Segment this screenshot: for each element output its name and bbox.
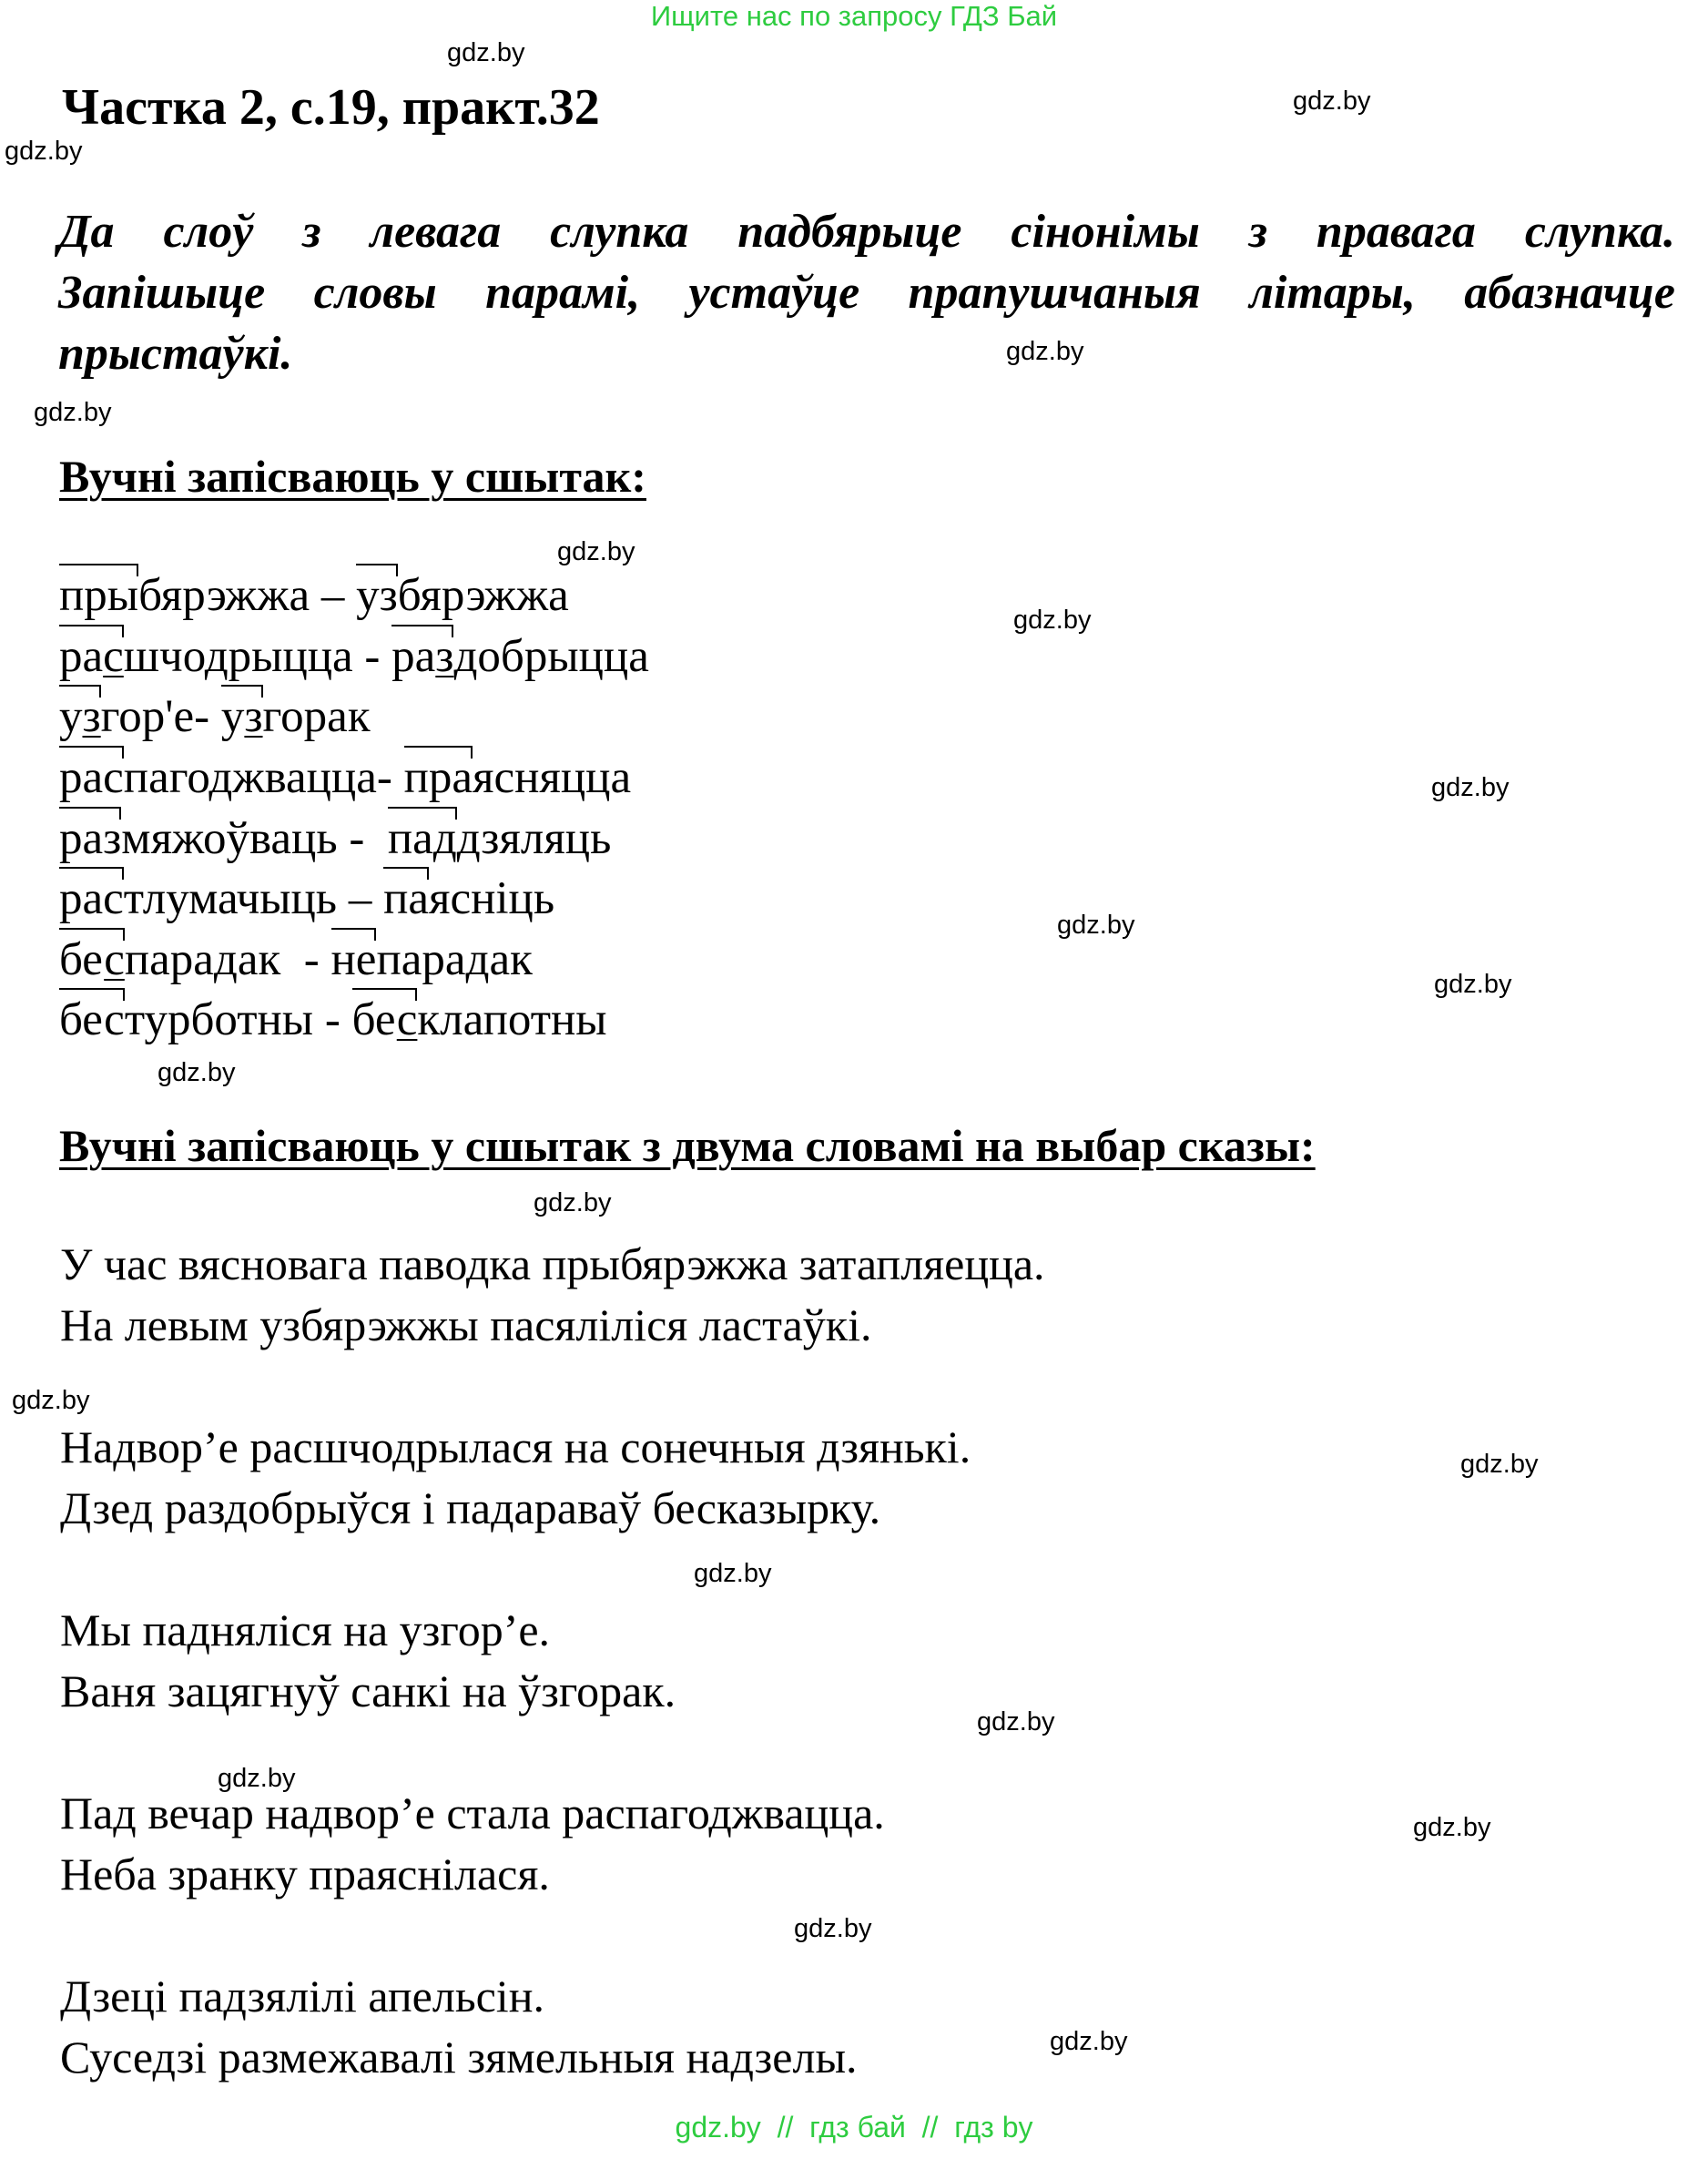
watermark: gdz.by <box>218 1764 296 1793</box>
sentence: Надвор’е расшчодрылася на сонечныя дзянькі. <box>60 1421 971 1472</box>
task-statement <box>58 201 1675 384</box>
separator: - <box>337 813 388 864</box>
watermark: gdz.by <box>1013 606 1092 635</box>
watermark: gdz.by <box>5 137 83 166</box>
watermark: gdz.by <box>1460 1450 1539 1479</box>
task-line: Запішыце словы парамі, устаўце прапушчаныя літары, абазначце <box>58 267 1675 319</box>
prefix-text: бе <box>351 994 397 1045</box>
watermark: gdz.by <box>794 1914 872 1943</box>
inserted-letter: з <box>244 691 263 742</box>
sentence: Мы падняліся на узгор’е. <box>60 1604 551 1655</box>
sentence: Неба зранку праяснілася. <box>60 1848 550 1899</box>
synonym-pair <box>59 872 554 925</box>
prefix-mark: рас <box>59 752 124 803</box>
synonym-pair <box>59 690 371 743</box>
prefix-text: ра <box>59 631 104 682</box>
word-rest: пагоджвацца <box>123 752 377 803</box>
prefix-text: ра <box>391 631 436 682</box>
prefix-mark <box>59 630 124 683</box>
watermark: gdz.by <box>1431 773 1510 802</box>
inserted-letter: з <box>435 631 454 682</box>
separator: – <box>310 570 357 621</box>
word-rest: бярэжжа <box>138 570 310 621</box>
word-rest: ясняцца <box>473 752 632 803</box>
prefix-mark: пра <box>403 752 473 803</box>
task-line: прыстаўкі. <box>58 328 293 380</box>
separator: - <box>194 691 221 742</box>
word-rest: мяжоўваць <box>121 813 338 864</box>
synonym-pair <box>59 569 569 622</box>
inserted-letter: с <box>104 934 125 985</box>
separator: - <box>376 752 404 803</box>
watermark: gdz.by <box>1413 1813 1491 1842</box>
sentence: Дзед раздобрыўся і падараваў бесказырку. <box>60 1482 881 1533</box>
synonym-pair <box>59 630 649 683</box>
prefix-mark: бес <box>59 994 125 1045</box>
inserted-letter: с <box>396 994 418 1045</box>
word-rest: горак <box>262 691 371 742</box>
watermark: gdz.by <box>1293 87 1371 116</box>
sentence: Дзеці падзялілі апельсін. <box>60 1971 544 2022</box>
separator: – <box>337 873 384 924</box>
section-heading-sentences: Вучні запісваюць у сшытак з двума словамі на выбар сказы: <box>59 1120 1316 1171</box>
word-rest: шчодрыцца <box>123 631 353 682</box>
top-banner[interactable]: Ищите нас по запросу ГДЗ Бай <box>650 0 1058 32</box>
separator: - <box>280 934 331 985</box>
section-heading-pairs: Вучні запісваюць у сшытак: <box>59 451 646 502</box>
sentence: На левым узбярэжжы пасяліліся ластаўкі. <box>60 1299 872 1350</box>
watermark: gdz.by <box>694 1559 772 1588</box>
word-rest: добрыцца <box>453 631 649 682</box>
watermark: gdz.by <box>12 1386 90 1415</box>
prefix-mark: па <box>383 873 429 924</box>
synonym-pair <box>59 933 533 986</box>
prefix-mark <box>59 933 125 986</box>
watermark: gdz.by <box>1434 970 1512 999</box>
footer-links[interactable]: gdz.by // гдз бай // гдз by <box>675 2111 1033 2144</box>
watermark: gdz.by <box>534 1188 612 1217</box>
prefix-text: у <box>220 691 245 742</box>
prefix-mark: уз <box>356 570 398 621</box>
inserted-letter: с <box>103 631 124 682</box>
watermark: gdz.by <box>34 398 112 427</box>
prefix-text: у <box>59 691 83 742</box>
prefix-mark: раз <box>59 813 122 864</box>
prefix-mark: пры <box>59 570 139 621</box>
prefix-mark: пад <box>387 813 457 864</box>
task-line: Да слоў з левага слупка падбярыце сінонімы з правага слупка. <box>58 206 1675 258</box>
watermark: gdz.by <box>1006 337 1084 366</box>
sentence: Пад вечар надвор’е стала распагоджвацца. <box>60 1787 885 1838</box>
separator: - <box>352 631 392 682</box>
sentence: Суседзі размежавалі зямельныя надзелы. <box>60 2032 858 2083</box>
prefix-mark <box>391 630 453 683</box>
separator: - <box>313 994 352 1045</box>
watermark: gdz.by <box>1057 911 1135 940</box>
inserted-letter: з <box>82 691 101 742</box>
watermark: gdz.by <box>158 1058 236 1087</box>
prefix-mark <box>352 993 418 1046</box>
prefix-mark <box>221 690 263 743</box>
word-rest: гор'е <box>100 691 195 742</box>
watermark: gdz.by <box>1050 2027 1128 2056</box>
watermark: gdz.by <box>977 1707 1055 1736</box>
word-rest: парадак <box>124 934 281 985</box>
word-rest: ясніць <box>429 873 555 924</box>
word-rest: тлумачыць <box>123 873 338 924</box>
prefix-mark: рас <box>59 873 124 924</box>
synonym-pair <box>59 993 607 1046</box>
prefix-text: бе <box>59 934 105 985</box>
word-rest: дзяляць <box>456 813 612 864</box>
word-rest: бярэжжа <box>397 570 569 621</box>
synonym-pair <box>59 751 631 804</box>
synonym-pair <box>59 812 611 865</box>
word-rest: турботны <box>124 994 314 1045</box>
sentence: Ваня зацягнуў санкі на ўзгорак. <box>60 1665 676 1716</box>
prefix-mark: не <box>330 934 377 985</box>
word-rest: парадак <box>376 934 533 985</box>
watermark: gdz.by <box>447 38 525 67</box>
prefix-mark <box>59 690 101 743</box>
sentence: У час вясновага паводка прыбярэжжа затапляецца. <box>60 1238 1045 1289</box>
watermark: gdz.by <box>557 537 635 566</box>
word-rest: клапотны <box>417 994 607 1045</box>
page-title: Частка 2, с.19, практ.32 <box>62 79 600 136</box>
